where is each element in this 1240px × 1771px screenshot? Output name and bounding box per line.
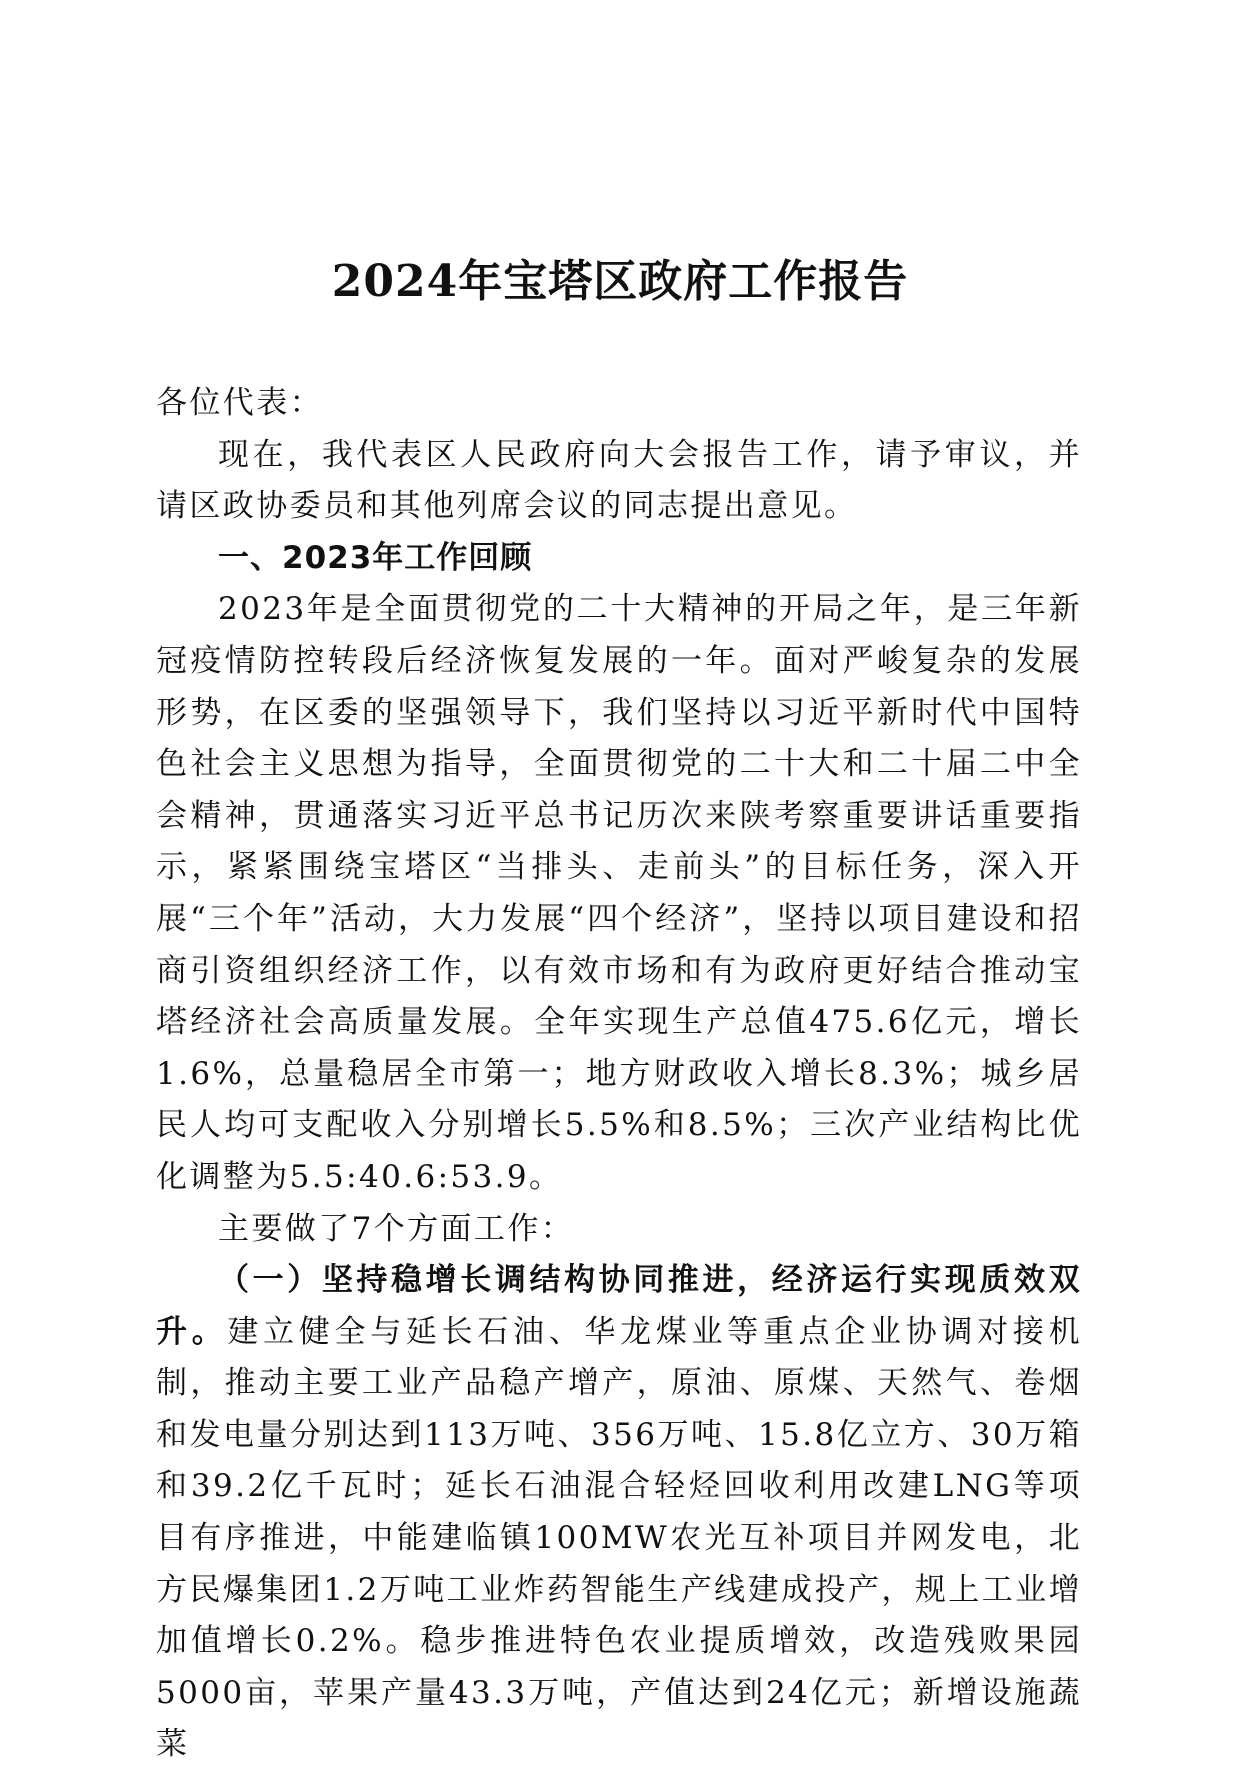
intro-paragraph: 现在，我代表区人民政府向大会报告工作，请予审议，并请区政协委员和其他列席会议的同志提出意见。 [156,436,1082,525]
subsection-paragraph [156,1255,1082,1771]
section-paragraph-summary: 主要做了7个方面工作： [218,1210,575,1247]
section-heading: 一、2023年工作回顾 [218,539,533,576]
subsection-heading: （一）坚持稳增长调结构协同推进，经济运行实现质效双升。 [156,1262,1082,1350]
salutation: 各位代表： [156,385,323,421]
document-title: 2024年宝塔区政府工作报告 [331,256,909,307]
section-paragraph: 2023年是全面贯彻党的二十大精神的开局之年，是三年新冠疫情防控转段后经济恢复发展的一年。面对严峻复杂的发展形势，在区委的坚强领导下，我们坚持以习近平新时代中国特色社会主义思想为指导，全面贯彻党的二十大和二十届二中全会精神，贯通落实习近平总书记历次来陕考察重要讲话重要指示，紧紧围绕宝塔区“当排头、走前头”的目标任务，深入开展“三个年”活动，大力发展“四个经济”，坚持以项目建设和招商引资组织经济工作，以有效市场和有为政府更好结合推动宝塔经济社会高质量发展。全年实现生产总值475.6亿元，增长1.6%，总量稳居全市第一；地方财政收入增长8.3%；城乡居民人均可支配收入分别增长5.5%和8.5%；三次产业结构比优化调整为5.5:40.6:53.9。 [156,591,1082,1195]
document-body [156,378,1082,1771]
subsection-text: 建立健全与延长石油、华龙煤业等重点企业协调对接机制，推动主要工业产品稳产增产，原油、原煤、天然气、卷烟和发电量分别达到113万吨、356万吨、15.8亿立方、30万箱和39.2亿千瓦时；延长石油混合轻烃回收利用改建LNG等项目有序推进，中能建临镇100MW农光互补项目并网发电，北方民爆集团1.2万吨工业炸药智能生产线建成投产，规上工业增加值增长0.2%。稳步推进特色农业提质增效，改造残败果园5000亩，苹果产量43.3万吨，产值达到24亿元；新增设施蔬菜 [156,1313,1082,1763]
